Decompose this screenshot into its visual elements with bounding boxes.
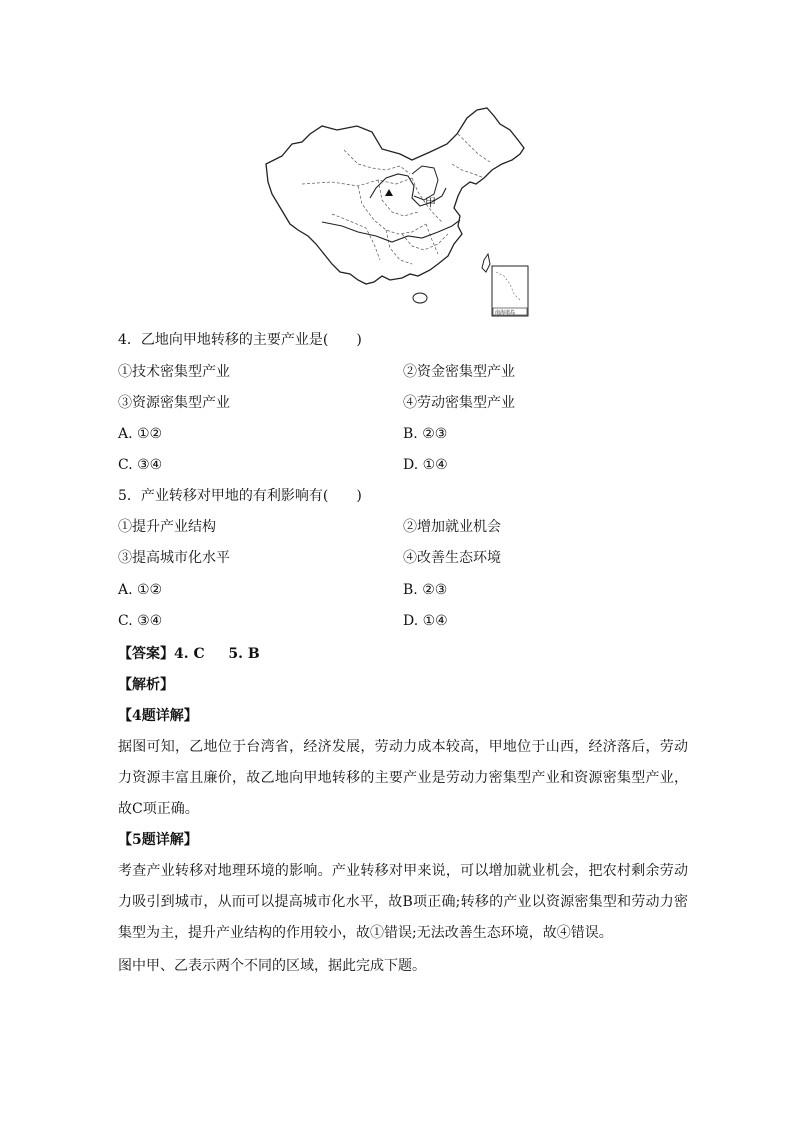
answer-line: 【答案】4. C 5. B [118,646,260,662]
q5-option-1: ①提升产业结构 [118,519,216,535]
q5-option-2: ②增加就业机会 [403,519,501,535]
q5-detail-text: 考查产业转移对地理环境的影响。产业转移对甲来说，可以增加就业机会，把农村剩余劳动力吸引到城市，从而可以提高城市化水平，故B项正确;转移的产业以资源密集型和劳动力密集型为主，提升产业结构的作用较小，故①错误;无法改善生态环境，故④错误。 [118,863,688,941]
q4-choice-d: D. ①④ [403,457,448,473]
q5-choice-b: B. ②③ [403,582,448,598]
q4-stem: 4．乙地向甲地转移的主要产业是( ) [118,332,362,348]
q4-choice-a: A. ①② [118,426,163,442]
analysis-label: 【解析】 [118,677,174,693]
q4-option-1: ①技术密集型产业 [118,364,230,380]
q5-option-3: ③提高城市化水平 [118,550,230,566]
q4-choice-b: B. ②③ [403,426,448,442]
q5-choice-d: D. ①④ [403,613,448,629]
q4-option-2: ②资金密集型产业 [403,364,515,380]
q5-choice-c: C. ③④ [118,613,163,629]
q5-detail-label: 【5题详解】 [118,832,198,848]
hainan-island [413,293,427,303]
inset-label: 南海诸岛 [495,310,516,316]
map-label-jia: 甲 [425,196,436,209]
q4-choice-c: C. ③④ [118,457,163,473]
next-question-intro: 图中甲、乙表示两个不同的区域，据此完成下题。 [118,958,426,974]
taiwan-island [482,254,490,272]
q4-detail-label: 【4题详解】 [118,708,198,724]
q5-stem: 5．产业转移对甲地的有利影响有( ) [118,488,362,504]
china-map-figure [262,104,530,318]
q4-option-3: ③资源密集型产业 [118,395,230,411]
q4-option-4: ④劳动密集型产业 [403,395,515,411]
triangle-marker-icon [385,189,393,196]
q5-option-4: ④改善生态环境 [403,550,501,566]
q5-choice-a: A. ①② [118,582,163,598]
q4-detail-text: 据图可知，乙地位于台湾省，经济发展，劳动力成本较高，甲地位于山西，经济落后，劳动力资源丰富且廉价，故乙地向甲地转移的主要产业是劳动力密集型产业和资源密集型产业，故C项正确。 [118,739,688,817]
